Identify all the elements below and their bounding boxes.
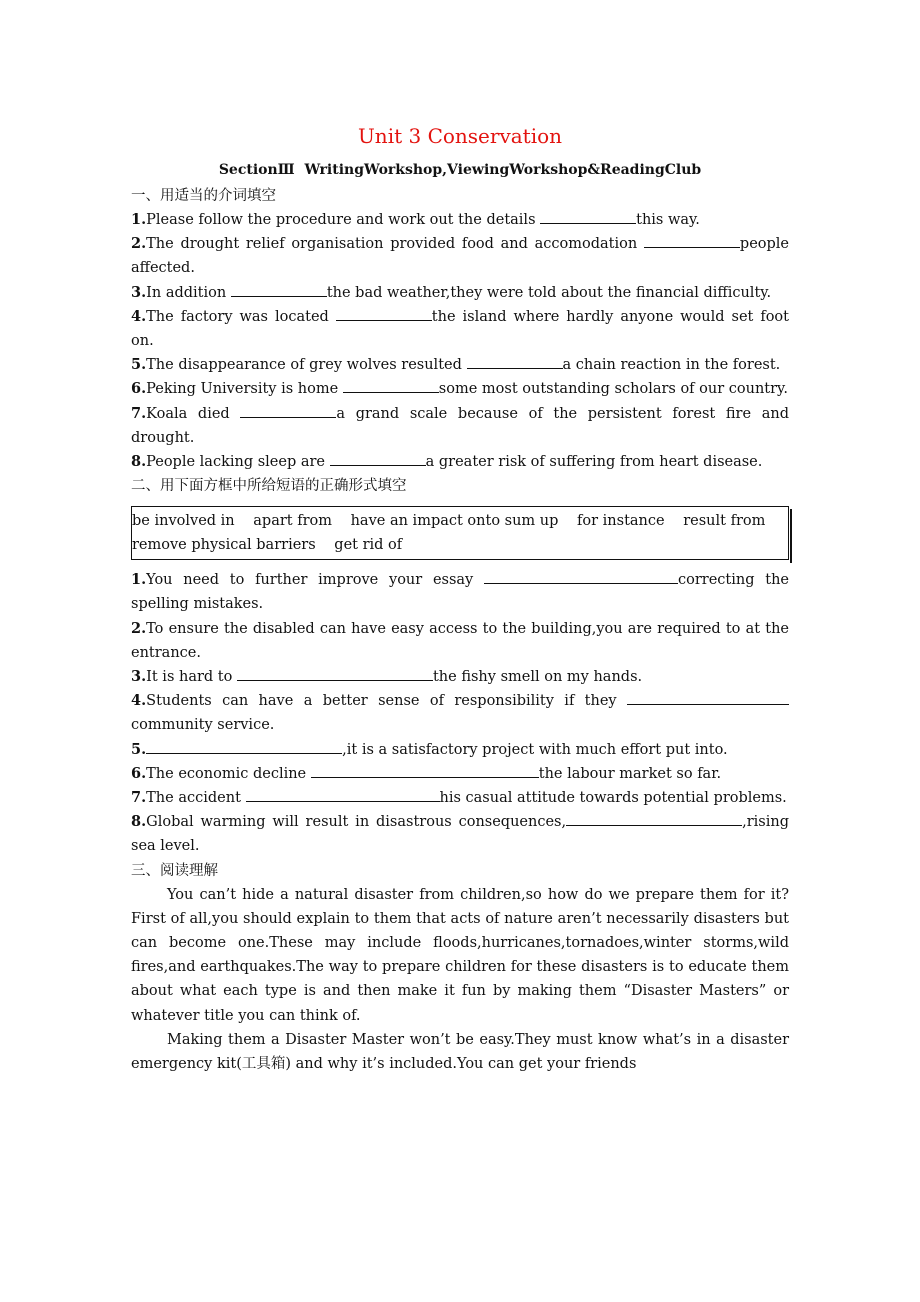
reading-paragraph: You can’t hide a natural disaster from children,so how do we prepare them for it?First of all,you should explain to them that acts of nature aren’t necessarily disasters but can become one.These may include floods,hurricanes,tornadoes,winter storms,wild fires,and earthquakes.The way to prepare children for these disasters is to educate them about what each type is and then make it fun by making them “Disaster Masters” or whatever title you can think of. <box>131 886 789 1024</box>
section1-items <box>131 208 789 474</box>
exercise-item: 8.Global warming will result in disastrous consequences, ,rising sea level. <box>131 813 789 855</box>
exercise-item: 7.The accident his casual attitude towards potential problems. <box>131 789 787 807</box>
phrase: remove physical barriers <box>132 537 316 554</box>
exercise-item: 6.The economic decline the labour market so far. <box>131 764 722 782</box>
answer-blank[interactable] <box>231 282 327 297</box>
exercise-item: 2.To ensure the disabled can have easy access to the building,you are required to at the entrance. <box>131 619 789 661</box>
section2-items <box>131 568 789 858</box>
answer-blank[interactable] <box>467 354 563 369</box>
answer-blank[interactable] <box>644 233 740 248</box>
exercise-item: 3.In addition the bad weather,they were told about the financial difficulty. <box>131 283 772 301</box>
exercise-item: 4.The factory was located the island where hardly anyone would set foot on. <box>131 307 789 350</box>
phrase: get rid of <box>334 537 403 554</box>
answer-blank[interactable] <box>246 787 440 802</box>
exercise-item: 8.People lacking sleep are a greater risk of suffering from heart disease. <box>131 453 763 471</box>
section-subtitle: SectionⅢ WritingWorkshop,ViewingWorkshop&ReadingClub <box>218 162 702 178</box>
section2-heading: 二、用下面方框中所给短语的正确形式填空 <box>131 478 407 495</box>
phrase: apart from <box>253 513 332 530</box>
exercise-item: 1.You need to further improve your essay correcting the spelling mistakes. <box>131 571 789 613</box>
section1-heading: 一、用适当的介词填空 <box>131 188 276 204</box>
answer-blank[interactable] <box>484 569 678 584</box>
answer-blank[interactable] <box>237 666 433 681</box>
phrase: result from <box>683 513 766 530</box>
phrase-box <box>131 506 789 560</box>
phrase: for instance <box>577 513 665 530</box>
phrase: have an impact onto sum up <box>350 513 559 530</box>
answer-blank[interactable] <box>566 811 742 826</box>
answer-blank[interactable] <box>336 306 432 321</box>
unit-title: Unit 3 Conservation <box>357 124 563 148</box>
answer-blank[interactable] <box>240 403 336 418</box>
answer-blank[interactable] <box>311 763 539 778</box>
exercise-item: 7.Koala died a grand scale because of the persistent forest fire and drought. <box>131 404 790 446</box>
exercise-item: 6.Peking University is home some most outstanding scholars of our country. <box>131 380 788 398</box>
answer-blank[interactable] <box>627 690 789 705</box>
exercise-item: 4.Students can have a better sense of responsibility if they community service. <box>131 689 789 737</box>
exercise-item: 2.The drought relief organisation provided food and accomodation people affected. <box>131 235 789 277</box>
exercise-item: 3.It is hard to the fishy smell on my hands. <box>131 668 643 686</box>
exercise-item: 1.Please follow the procedure and work out the details this way. <box>131 211 700 228</box>
answer-blank[interactable] <box>330 451 426 466</box>
worksheet-content <box>131 122 789 1076</box>
exercise-item: 5.The disappearance of grey wolves resulted a chain reaction in the forest. <box>131 356 781 374</box>
exercise-item: 5. ,it is a satisfactory project with much effort put into. <box>131 740 728 758</box>
answer-blank[interactable] <box>343 378 439 393</box>
answer-blank[interactable] <box>540 209 636 224</box>
phrase: be involved in <box>132 513 235 530</box>
answer-blank[interactable] <box>146 739 342 754</box>
section3-heading: 三、阅读理解 <box>131 862 218 879</box>
reading-paragraph: Making them a Disaster Master won’t be easy.They must know what’s in a disaster emergency kit(工具箱) and why it’s included.You can get your friends <box>131 1031 789 1073</box>
